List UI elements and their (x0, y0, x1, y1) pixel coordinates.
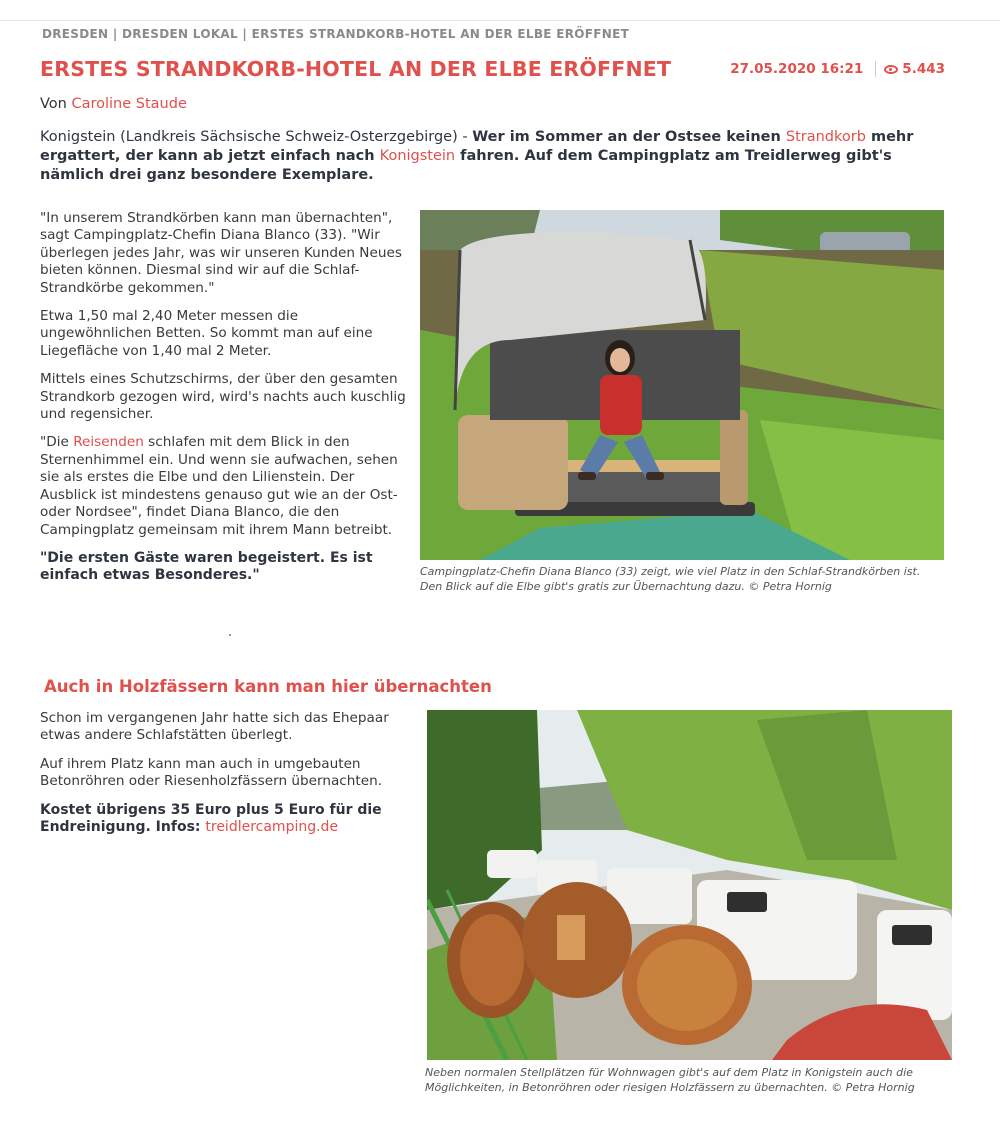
lead-text-2: mehr ergattert, der kann ab jetzt einfach nach (40, 129, 914, 164)
lead-link-konigstein[interactable]: Konigstein (379, 148, 456, 164)
article-body-section-2 (40, 710, 420, 847)
meta-divider (875, 61, 876, 77)
paragraph (40, 802, 420, 837)
article-body-section-1 (40, 210, 412, 596)
paragraph (40, 434, 412, 538)
link-treidlercamping[interactable]: treidlercamping.de (205, 819, 339, 836)
lead-text-3: fahren. Auf dem Campingplatz am Treidlerweg gibt's nämlich drei ganz besondere Exemplare. (40, 148, 892, 183)
paragraph-text: Kostet übrigens 35 Euro plus 5 Euro für die Endreinigung. Infos: (40, 801, 382, 836)
article-lead (40, 128, 940, 185)
paragraph-text: "Die (40, 434, 74, 451)
paragraph: Schon im vergangenen Jahr hatte sich das Ehepaar etwas andere Schlafstätten überlegt. (40, 710, 389, 744)
top-divider (0, 20, 1000, 21)
pull-quote: "Die ersten Gäste waren begeistert. Es ist einfach etwas Besonderes." (40, 549, 373, 584)
paragraph: Etwa 1,50 mal 2,40 Meter messen die ungewöhnlichen Betten. So kommt man auf eine Liegefläche von 1,40 mal 2 Meter. (40, 308, 373, 359)
photo-strandkorb-illustration (420, 210, 944, 560)
stray-dot (229, 634, 231, 636)
author-prefix: Von (40, 96, 72, 112)
paragraph: Auf ihrem Platz kann man auch in umgebauten Betonröhren oder Riesenholzfässern übernachten. (40, 755, 383, 790)
paragraph: "In unserem Strandkörben kann man übernachten", sagt Campingplatz-Chefin Diana Blanco (33). "Wir überlegen jedes Jahr, was wir unseren Kunden Neues bieten können. Diesmal sind wir auf die Schlaf-Strandkörbe gekommen." (40, 210, 402, 296)
author-line (40, 96, 187, 112)
section-heading: Auch in Holzfässern kann man hier übernachten (44, 677, 492, 696)
view-count: 5.443 (902, 61, 945, 77)
article-meta (730, 61, 945, 77)
photo-strandkorb[interactable] (420, 210, 944, 560)
publish-datetime: 27.05.2020 16:21 (730, 61, 864, 77)
lead-text-1: Wer im Sommer an der Ostsee keinen (472, 129, 786, 145)
photo-holzfaesser-illustration (427, 710, 952, 1060)
article-title: ERSTES STRANDKORB-HOTEL AN DER ELBE ERÖFFNET (40, 57, 672, 81)
lead-location: Konigstein (Landkreis Sächsische Schweiz-Osterzgebirge) - (40, 129, 473, 145)
lead-link-strandkorb[interactable]: Strandkorb (785, 129, 866, 145)
eye-icon (884, 65, 898, 74)
link-reisenden[interactable]: Reisenden (73, 434, 144, 451)
breadcrumb[interactable]: DRESDEN | DRESDEN LOKAL | ERSTES STRANDKORB-HOTEL AN DER ELBE ERÖFFNET (42, 27, 630, 41)
author-link[interactable]: Caroline Staude (71, 96, 187, 112)
photo-holzfaesser-caption: Neben normalen Stellplätzen für Wohnwagen gibt's auf dem Platz in Konigstein auch die Möglichkeiten, in Betonröhren oder riesigen Holzfässern zu übernachten. © Petra Hornig (425, 1066, 915, 1094)
paragraph: Mittels eines Schutzschirms, der über den gesamten Strandkorb gezogen wird, wird's nachts auch kuschlig und regensicher. (40, 371, 406, 423)
photo-strandkorb-caption: Campingplatz-Chefin Diana Blanco (33) zeigt, wie viel Platz in den Schlaf-Strandkörben ist. Den Blick auf die Elbe gibt's gratis zur Übernachtung dazu. © Petra Hornig (420, 565, 921, 593)
photo-holzfaesser[interactable] (427, 710, 952, 1060)
paragraph-text: schlafen mit dem Blick in den Sternenhimmel ein. Und wenn sie aufwachen, sehen sie als erstes die Elbe und den Lilienstein. Der Ausblick ist mindestens genauso gut wie an der Ost- oder Nordsee", findet Diana Blanco, die den Campingplatz gemeinsam mit ihrem Mann betreibt. (40, 434, 398, 538)
